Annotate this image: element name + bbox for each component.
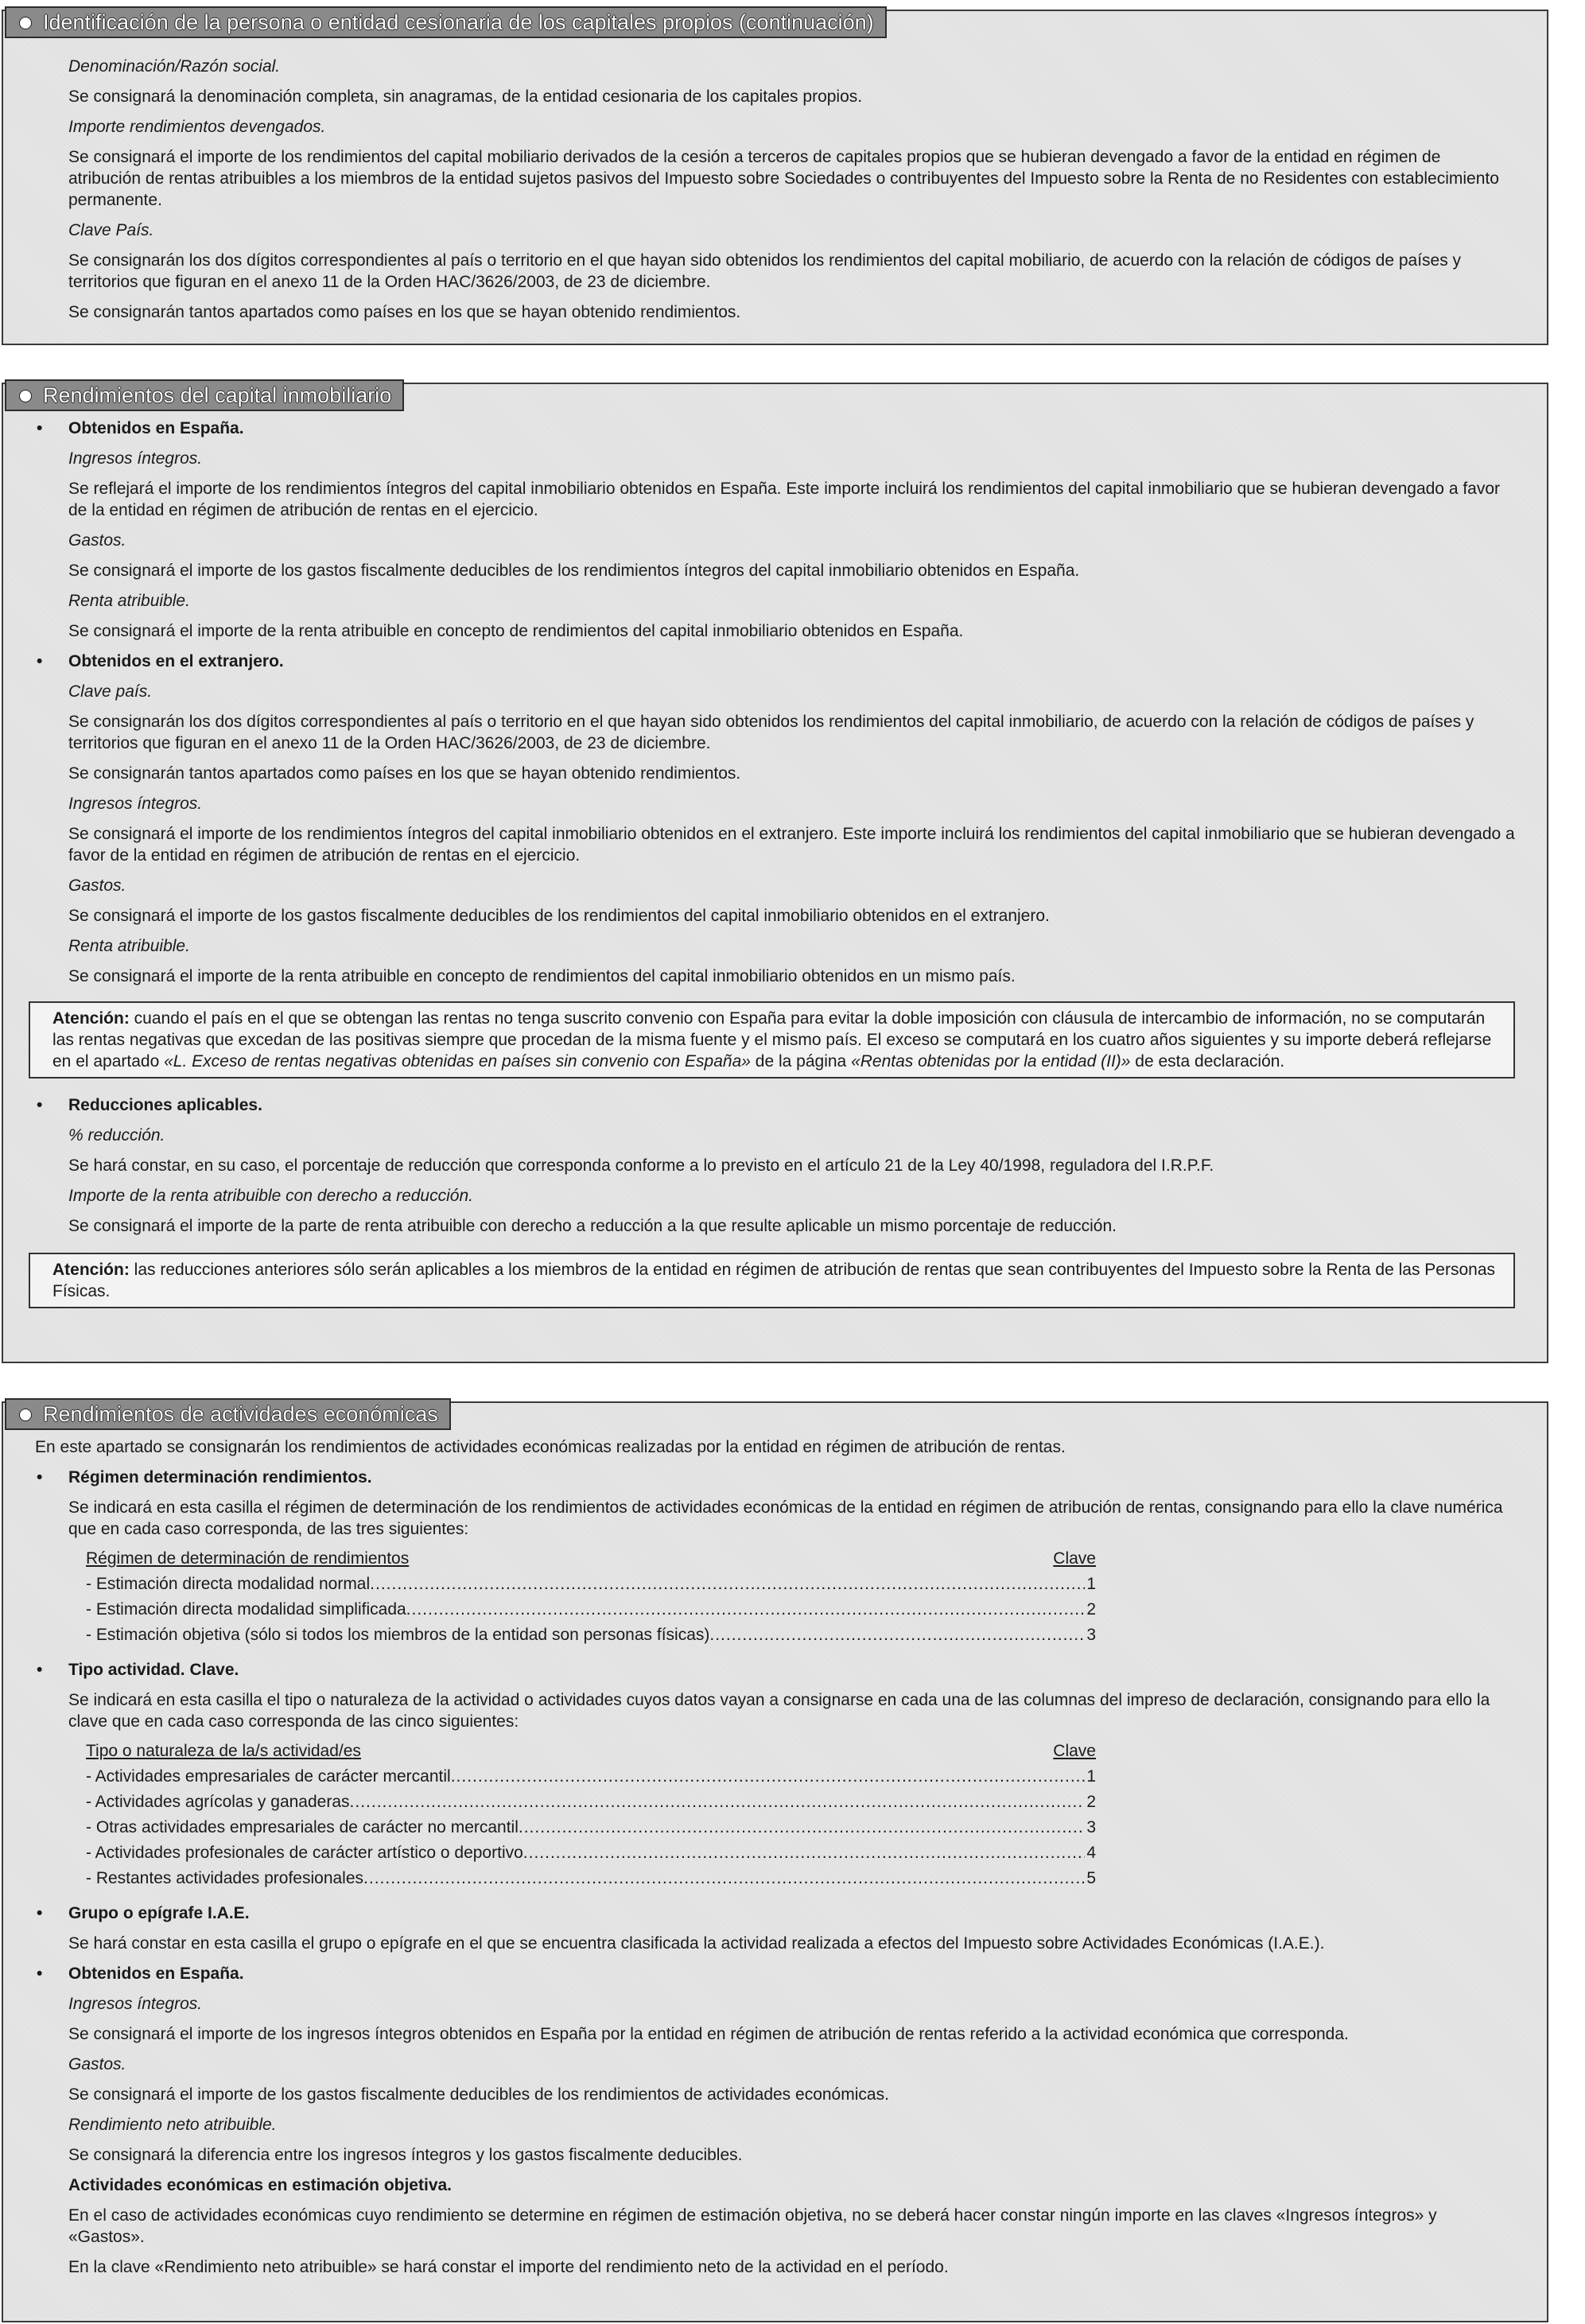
field-heading: Clave país. xyxy=(68,682,153,701)
row-clave: 5 xyxy=(1086,1869,1096,1887)
attention-label: Atención: xyxy=(52,1261,130,1279)
field-description: Se consignarán tantos apartados como países en los que se hayan obtenido rendimientos. xyxy=(68,764,741,783)
field-heading: % reducción. xyxy=(68,1126,165,1145)
field-description: Se hará constar en esta casilla el grupo o epígrafe en el que se encuentra clasificada la actividad realizada a efectos del Impuesto sobre Actividades Económicas (I.A.E.). xyxy=(68,1934,1325,1953)
field-description: Se consignará el importe de la renta atribuible en concepto de rendimientos del capital inmobiliario obtenidos en un mismo país. xyxy=(68,967,1016,985)
row-label: - Otras actividades empresariales de carácter no mercantil xyxy=(86,1818,519,1836)
field-description: Se consignará el importe de los ingresos íntegros obtenidos en España por la entidad en régimen de atribución de rentas referido a la actividad económica que corresponda. xyxy=(68,2025,1349,2043)
field-description: Se consignará el importe de los gastos fiscalmente deducibles de los rendimientos de actividades económicas. xyxy=(68,2085,889,2104)
bullet-heading: • Grupo o epígrafe I.A.E. xyxy=(3,1902,1547,1924)
table-header xyxy=(86,1739,1096,1764)
row-label: - Estimación directa modalidad normal xyxy=(86,1575,371,1593)
table-row xyxy=(86,1840,1096,1866)
row-clave: 4 xyxy=(1086,1844,1096,1862)
table-row xyxy=(86,1623,1096,1648)
note-text: de esta declaración. xyxy=(1130,1052,1285,1071)
section-identificacion xyxy=(2,10,1548,345)
bullet-heading: • Régimen determinación rendimientos. xyxy=(3,1467,1547,1488)
field-heading: Ingresos íntegros. xyxy=(68,795,203,813)
table-header-clave: Clave xyxy=(1053,1742,1096,1760)
dot-leader xyxy=(519,1815,1085,1840)
field-heading: Importe rendimientos devengados. xyxy=(68,118,326,136)
table-row xyxy=(86,1597,1096,1623)
field-description: Se consignará el importe de los gastos fiscalmente deducibles de los rendimientos del capital inmobiliario obtenidos en el extranjero. xyxy=(68,907,1050,925)
row-label: - Actividades profesionales de carácter artístico o deportivo xyxy=(86,1844,523,1862)
row-label: - Restantes actividades profesionales xyxy=(86,1869,364,1887)
dot-leader xyxy=(709,1623,1085,1648)
section-title-tab xyxy=(5,379,404,411)
field-description: Se consignará el importe de la renta atribuible en concepto de rendimientos del capital inmobiliario obtenidos en España. xyxy=(68,622,964,640)
section-title: Rendimientos del capital inmobiliario xyxy=(43,383,392,407)
field-heading: Denominación/Razón social. xyxy=(68,57,281,76)
field-description: En el caso de actividades económicas cuyo rendimiento se determine en régimen de estimación objetiva, no se deberá hacer constar ningún importe en las claves «Ingresos íntegros» y «Gastos». xyxy=(68,2206,1437,2246)
field-heading: Gastos. xyxy=(68,2055,126,2073)
bullet-heading: • Obtenidos en el extranjero. xyxy=(3,651,1547,672)
table-header-clave: Clave xyxy=(1053,1549,1096,1568)
field-heading: Renta atribuible. xyxy=(68,592,190,610)
bullet-heading: • Reducciones aplicables. xyxy=(3,1094,1547,1116)
dot-leader xyxy=(523,1840,1086,1866)
field-heading: Clave País. xyxy=(68,221,154,239)
field-description: Se consignarán los dos dígitos correspondientes al país o territorio en el que hayan sido obtenidos los rendimientos del capital inmobiliario, de acuerdo con la relación de códigos de países y territorios que figuran en el anexo 11 de la Orden HAC/3626/2003, de 23 de diciembre. xyxy=(68,713,1474,752)
field-description: Se indicará en esta casilla el régimen de determinación de los rendimientos de actividades económicas de la entidad en régimen de atribución de rentas, consignando para ello la clave numérica que en cada caso corresponda, de las tres siguientes: xyxy=(68,1498,1503,1538)
table-row xyxy=(86,1790,1096,1815)
section-title: Rendimientos de actividades económicas xyxy=(43,1402,438,1426)
field-description: Se consignará la diferencia entre los ingresos íntegros y los gastos fiscalmente deducibles. xyxy=(68,2146,743,2164)
row-label: - Estimación objetiva (sólo si todos los miembros de la entidad son personas físicas) xyxy=(86,1626,710,1644)
subheading: Actividades económicas en estimación objetiva. xyxy=(68,2176,453,2194)
note-text: las reducciones anteriores sólo serán aplicables a los miembros de la entidad en régimen de atribución de rentas que sean contribuyentes del Impuesto sobre la Renta de las Personas Físicas. xyxy=(52,1261,1495,1300)
bullet-dot-icon xyxy=(19,1409,32,1421)
table-row xyxy=(86,1572,1096,1597)
row-clave: 1 xyxy=(1086,1767,1096,1786)
dot-leader xyxy=(451,1764,1086,1790)
field-description: En la clave «Rendimiento neto atribuible» se hará constar el importe del rendimiento neto de la actividad en el período. xyxy=(68,2258,949,2276)
field-description: Se consignará la denominación completa, sin anagramas, de la entidad cesionaria de los capitales propios. xyxy=(68,87,863,106)
field-heading: Importe de la renta atribuible con derecho a reducción. xyxy=(68,1187,473,1205)
field-heading: Ingresos íntegros. xyxy=(68,1995,203,2013)
attention-label: Atención: xyxy=(52,1009,130,1028)
note-text-italic: «Rentas obtenidas por la entidad (II)» xyxy=(851,1052,1131,1071)
bullet-heading: • Obtenidos en España. xyxy=(3,1963,1547,1984)
field-heading: Gastos. xyxy=(68,876,126,895)
table-row xyxy=(86,1815,1096,1840)
field-description: Se consignarán los dos dígitos correspondientes al país o territorio en el que hayan sido obtenidos los rendimientos del capital mobiliario, de acuerdo con la relación de códigos de países y territorios que figuran en el anexo 11 de la Orden HAC/3626/2003, de 23 de diciembre. xyxy=(68,251,1462,291)
regimen-clave-table xyxy=(86,1546,1096,1648)
dot-leader xyxy=(406,1597,1086,1623)
row-clave: 1 xyxy=(1086,1575,1096,1593)
field-description: Se consignará el importe de los gastos fiscalmente deducibles de los rendimientos íntegros del capital inmobiliario obtenidos en España. xyxy=(68,562,1080,580)
dot-leader xyxy=(350,1790,1086,1815)
bullet-dot-icon xyxy=(19,390,32,402)
note-text: cuando el país en el que se obtengan las rentas no tenga suscrito convenio con España para evitar la doble imposición con cláusula de intercambio de información, no se computarán las rentas negativas que excedan de las positivas siempre que procedan de la misma fuente y el mismo país. El exceso se computará en los cuatro años siguientes y su importe deberá reflejarse en el apartado xyxy=(52,1009,1492,1071)
section-capital-inmobiliario xyxy=(2,383,1548,1363)
table-header-label: Tipo o naturaleza de la/s actividad/es xyxy=(86,1742,361,1760)
field-description: Se reflejará el importe de los rendimientos íntegros del capital inmobiliario obtenidos en España. Este importe incluirá los rendimientos del capital inmobiliario que se hubieran devengado a favor de la entidad en régimen de atribución de rentas en el ejercicio. xyxy=(68,480,1501,519)
row-clave: 2 xyxy=(1086,1600,1096,1619)
bullet-heading: • Tipo actividad. Clave. xyxy=(3,1659,1547,1681)
section-title-tab xyxy=(5,1398,451,1430)
field-description: Se consignará el importe de los rendimientos íntegros del capital inmobiliario obtenidos en el extranjero. Este importe incluirá los rendimientos del capital inmobiliario que se hubieran devengado a favor de la entidad en régimen de atribución de rentas en el ejercicio. xyxy=(68,825,1515,865)
field-heading: Gastos. xyxy=(68,531,126,550)
bullet-heading: • Obtenidos en España. xyxy=(3,418,1547,439)
table-header xyxy=(86,1546,1096,1572)
row-clave: 3 xyxy=(1086,1818,1096,1836)
field-description: Se consignarán tantos apartados como países en los que se hayan obtenido rendimientos. xyxy=(68,303,741,321)
field-description: Se indicará en esta casilla el tipo o naturaleza de la actividad o actividades cuyos datos vayan a consignarse en cada una de las columnas del impreso de declaración, consignando para ello la clave que en cada caso corresponda de las cinco siguientes: xyxy=(68,1691,1490,1731)
bullet-dot-icon xyxy=(19,17,32,29)
table-row xyxy=(86,1866,1096,1891)
row-label: - Estimación directa modalidad simplificada xyxy=(86,1600,406,1619)
section-title: Identificación de la persona o entidad cesionaria de los capitales propios (continuación) xyxy=(43,10,874,34)
field-description: Se consignará el importe de la parte de renta atribuible con derecho a reducción a la que resulte aplicable un mismo porcentaje de reducción. xyxy=(68,1217,1117,1235)
note-text: de la página xyxy=(750,1052,852,1071)
table-row xyxy=(86,1764,1096,1790)
field-heading: Rendimiento neto atribuible. xyxy=(68,2116,277,2134)
row-clave: 3 xyxy=(1086,1626,1096,1644)
attention-note xyxy=(29,1001,1515,1078)
row-clave: 2 xyxy=(1086,1793,1096,1811)
section-actividades-economicas xyxy=(2,1401,1548,2322)
field-heading: Ingresos íntegros. xyxy=(68,449,203,468)
field-heading: Renta atribuible. xyxy=(68,937,190,955)
row-label: - Actividades empresariales de carácter mercantil xyxy=(86,1767,451,1786)
tipo-actividad-clave-table xyxy=(86,1739,1096,1891)
dot-leader xyxy=(363,1866,1085,1891)
table-header-label: Régimen de determinación de rendimientos xyxy=(86,1549,410,1568)
attention-note xyxy=(29,1253,1515,1308)
field-description: Se hará constar, en su caso, el porcentaje de reducción que corresponda conforme a lo previsto en el artículo 21 de la Ley 40/1998, reguladora del I.R.P.F. xyxy=(68,1156,1214,1175)
section-title-tab xyxy=(5,6,887,38)
dot-leader xyxy=(370,1572,1085,1597)
field-description: Se consignará el importe de los rendimientos del capital mobiliario derivados de la cesión a terceros de capitales propios que se hubieran devengado a favor de la entidad en régimen de atribución de rentas atribuibles a los miembros de la entidad sujetos pasivos del Impuesto sobre Sociedades o contribuyentes del Impuesto sobre la Renta de no Residentes con establecimiento permanente. xyxy=(68,148,1499,209)
section-intro: En este apartado se consignarán los rendimientos de actividades económicas realizadas por la entidad en régimen de atribución de rentas. xyxy=(35,1438,1066,1456)
note-text-italic: «L. Exceso de rentas negativas obtenidas en países sin convenio con España» xyxy=(164,1052,751,1071)
row-label: - Actividades agrícolas y ganaderas xyxy=(86,1793,350,1811)
